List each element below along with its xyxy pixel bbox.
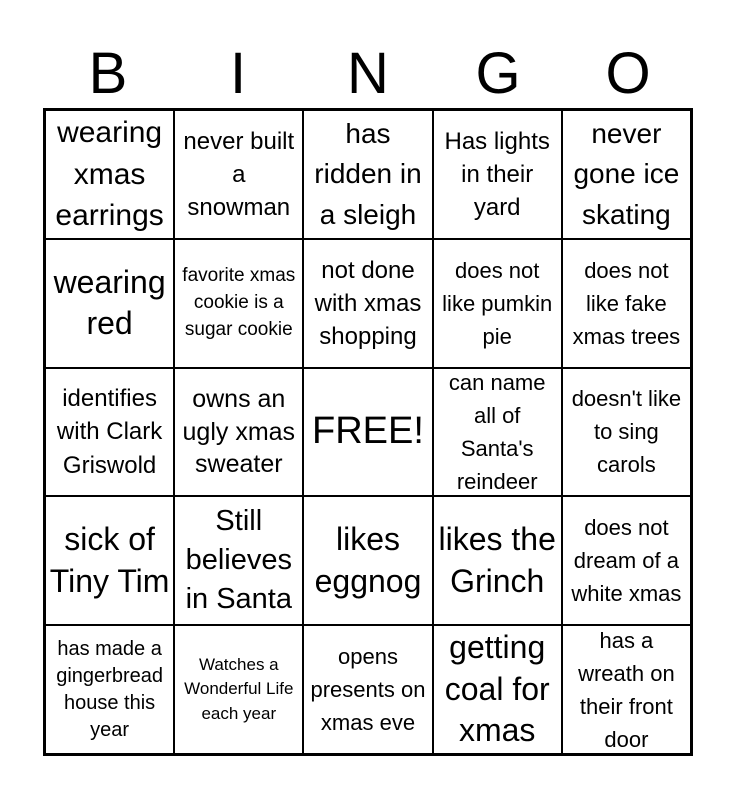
bingo-cell[interactable]: favorite xmas cookie is a sugar cookie [174,239,303,368]
bingo-cell[interactable]: does not dream of a white xmas [562,496,691,625]
bingo-cell[interactable]: wearing xmas earrings [45,110,174,239]
header-letter-n: N [347,41,389,106]
bingo-cell[interactable]: not done with xmas shopping [303,239,432,368]
bingo-cell[interactable]: identifies with Clark Griswold [45,368,174,497]
bingo-cell[interactable]: has a wreath on their front door [562,625,691,754]
bingo-cell[interactable]: can name all of Santa's reindeer [433,368,562,497]
header-letter-i: I [229,41,247,106]
bingo-cell[interactable]: has made a gingerbread house this year [45,625,174,754]
bingo-cell[interactable]: never gone ice skating [562,110,691,239]
bingo-cell[interactable]: doesn't like to sing carols [562,368,691,497]
bingo-cell[interactable]: does not like fake xmas trees [562,239,691,368]
bingo-header [43,40,693,108]
bingo-cell[interactable]: owns an ugly xmas sweater [174,368,303,497]
bingo-cell[interactable]: never built a snowman [174,110,303,239]
bingo-board [43,108,693,756]
bingo-cell[interactable]: Still believes in Santa [174,496,303,625]
header-letter-o: O [605,41,651,106]
bingo-cell[interactable]: wearing red [45,239,174,368]
free-space[interactable]: FREE! [303,368,432,497]
bingo-cell[interactable]: Watches a Wonderful Life each year [174,625,303,754]
header-letter-g: G [475,41,521,106]
bingo-cell[interactable]: likes eggnog [303,496,432,625]
bingo-cell[interactable]: does not like pumkin pie [433,239,562,368]
bingo-cell[interactable]: sick of Tiny Tim [45,496,174,625]
bingo-cell[interactable]: Has lights in their yard [433,110,562,239]
bingo-cell[interactable]: opens presents on xmas eve [303,625,432,754]
bingo-cell[interactable]: getting coal for xmas [433,625,562,754]
bingo-cell[interactable]: has ridden in a sleigh [303,110,432,239]
header-letter-b: B [88,41,128,106]
bingo-cell[interactable]: likes the Grinch [433,496,562,625]
